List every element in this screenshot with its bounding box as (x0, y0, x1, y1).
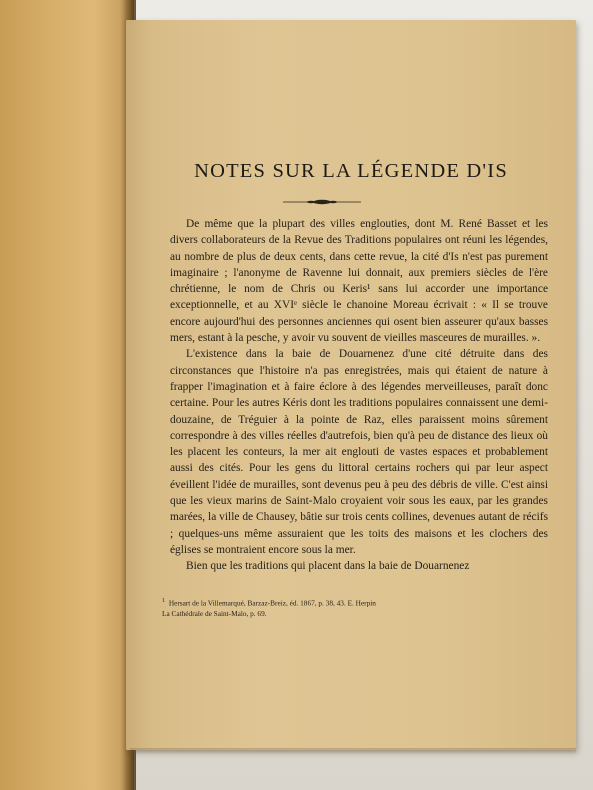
page-title: NOTES SUR LA LÉGENDE D'IS (194, 160, 508, 182)
footnote-line (162, 596, 562, 608)
page-shadow (130, 748, 576, 754)
footnote-mark: 1 (162, 598, 165, 604)
left-page (0, 0, 134, 790)
body-text (170, 216, 548, 575)
paragraph: Bien que les traditions qui placent dans la baie de Douarnenez (186, 560, 470, 573)
ornament-rule (283, 197, 361, 207)
paragraph: L'existence dans la baie de Douarnenez d'une cité détruite dans des circonstances que l'histoire n'a pas enregistrées, mais qui étaient de nature à frapper l'imagination et à faire éclore à des légendes merveilleuses, paraît donc certaine. Pour les autres Kéris dont les traditions populaires connaissent une demi-douzaine, de Tréguier à la pointe de Raz, elles paraissent moins sûrement correspondre à des villes réelles d'autrefois, bien qu'à peu de distance des lieux où les placent les conteurs, la mer ait englouti de vastes espaces et probablement aussi des cités. Pour les gens du littoral certains rochers qui par leur aspect éveillent l'idée de murailles, sont devenus peu à peu des débris de ville. C'est ainsi que les vieux marins de Saint-Malo croyaient voir sous les eaux, par les grandes marées, la ville de Chausey, bâtie sur trois cents collines, devenues autant de récifs ; quelques-uns même assuraient que les toits des maisons et les clochers des églises se montraient encore sous la mer. (170, 348, 548, 556)
footnote-line: La Cathédrale de Saint-Malo, p. 69. (162, 609, 267, 619)
paragraph: De même que la plupart des villes englouties, dont M. René Basset et les divers collaborateurs de la Revue des Traditions populaires ont réuni les légendes, au nombre de plus de deux cents, dans cette revue, la cité d'Is n'est pas purement imaginaire ; l'anonyme de Ravenne lui donnait, aux premiers siècles de l'ère chrétienne, le nom de Chris ou Keris¹ sans lui accorder une importance exceptionnelle, et au XVIᵉ siècle le chanoine Moreau écrivait : « Il se trouve encore aujourd'hui des personnes anciennes qui osent bien asseurer qu'aux basses mers, estant à la pesche, y avoir vu souvent de vieilles masceures de murailles. ». (170, 218, 548, 345)
footnote (162, 596, 562, 619)
footnote-text: Hersart de la Villemarqué, Barzaz-Breiz, éd. 1867, p. 38, 43. E. Herpin (168, 598, 376, 608)
